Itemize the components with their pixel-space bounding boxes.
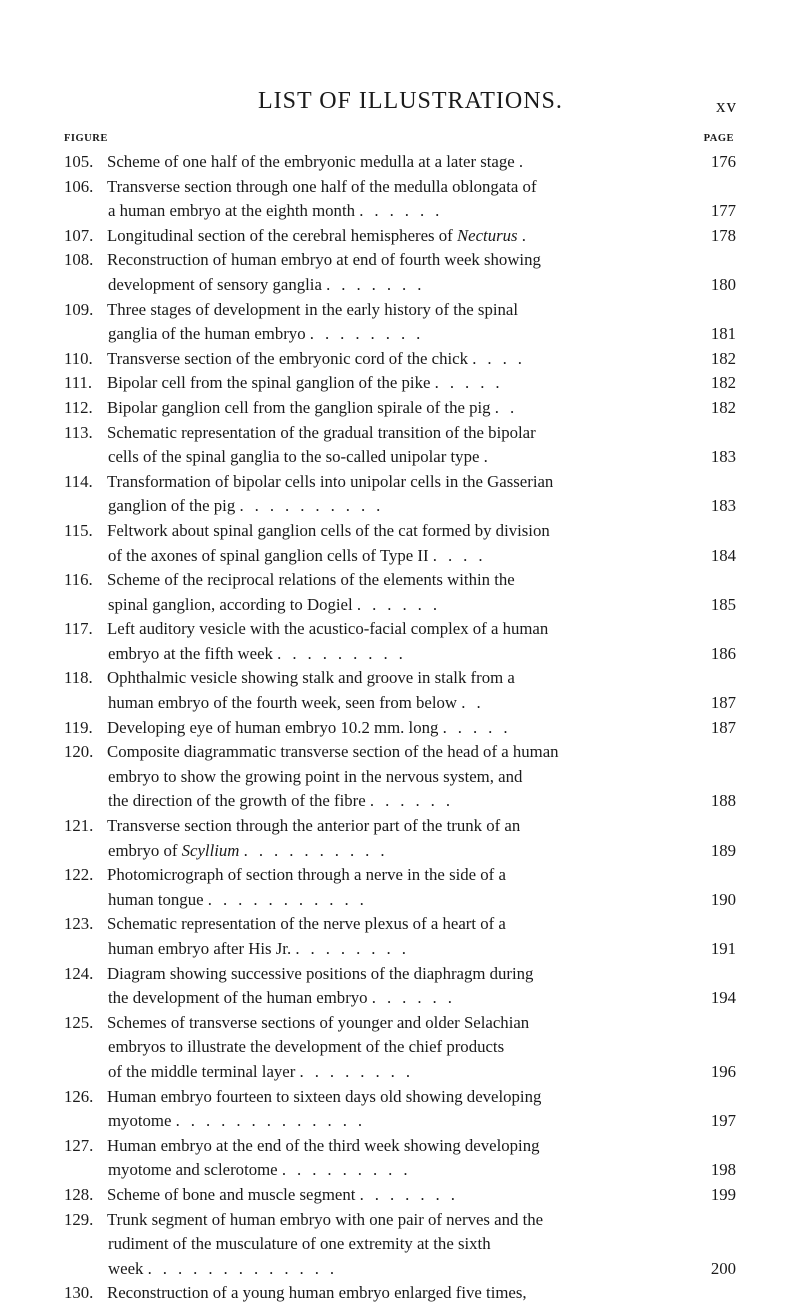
dot-leader: . . . . . . bbox=[371, 988, 456, 1008]
caption-line bbox=[107, 519, 698, 544]
list-item bbox=[64, 617, 736, 666]
page-number: 187 bbox=[710, 693, 736, 713]
page-number: 200 bbox=[710, 1258, 736, 1278]
figure-number: 118. bbox=[64, 668, 93, 688]
caption-text: Composite diagrammatic transverse section of the head of a human bbox=[107, 742, 559, 762]
list-item bbox=[64, 1134, 736, 1183]
page-number: 191 bbox=[710, 939, 736, 958]
caption-text: of the middle terminal layer bbox=[108, 1061, 296, 1081]
list-item bbox=[64, 396, 736, 421]
dot-leader: . . . . . bbox=[434, 373, 503, 393]
column-headings bbox=[0, 133, 800, 149]
list-item bbox=[64, 1085, 736, 1134]
page-number: 182 bbox=[710, 348, 736, 368]
header-page-numeral: xv bbox=[716, 96, 737, 117]
caption-line bbox=[107, 544, 736, 569]
caption-text: Bipolar ganglion cell from the ganglion spirale of the pig bbox=[107, 397, 491, 417]
page-number: 190 bbox=[710, 889, 736, 909]
caption-text: Human embryo fourteen to sixteen days old showing developing bbox=[107, 1086, 542, 1106]
caption-text: Developing eye of human embryo 10.2 mm. long bbox=[107, 717, 439, 737]
caption-line bbox=[107, 322, 736, 347]
caption-line bbox=[107, 814, 698, 839]
caption-text: Three stages of development in the early history of the spinal bbox=[107, 299, 519, 319]
caption-line bbox=[107, 1232, 698, 1257]
caption-text: Scheme of bone and muscle segment bbox=[107, 1184, 356, 1204]
dot-leader: . . . . . . . . . bbox=[277, 643, 407, 663]
figure-number: 110. bbox=[64, 348, 93, 368]
dot-leader: . . . . . . . . . bbox=[281, 1160, 411, 1180]
list-item bbox=[64, 1011, 736, 1085]
figure-number: 107. bbox=[64, 225, 94, 245]
caption-line bbox=[107, 371, 736, 396]
page-number: 177 bbox=[710, 201, 736, 221]
caption-line bbox=[107, 666, 698, 691]
caption-line bbox=[107, 150, 736, 175]
caption-text: Schemes of transverse sections of younger and older Selachian bbox=[107, 1012, 530, 1032]
caption-text: Bipolar cell from the spinal ganglion of the pike bbox=[107, 373, 431, 393]
figure-number: 121. bbox=[64, 816, 94, 836]
figure-column-heading: FIGURE bbox=[64, 133, 108, 144]
list-item bbox=[64, 568, 736, 617]
list-item bbox=[64, 740, 736, 814]
italic-name: Necturus bbox=[456, 225, 518, 245]
caption-line bbox=[107, 937, 736, 962]
caption-line bbox=[107, 1208, 698, 1233]
caption-line bbox=[107, 1109, 736, 1134]
illustrations-list bbox=[64, 150, 736, 1306]
figure-number: 127. bbox=[64, 1135, 94, 1155]
caption-text: ganglia of the human embryo bbox=[108, 324, 306, 344]
dot-leader: . . . . . . . . . . . . . bbox=[175, 1111, 366, 1131]
list-item bbox=[64, 1183, 736, 1208]
caption-line bbox=[107, 1183, 736, 1208]
running-header bbox=[0, 88, 800, 118]
page-number: 178 bbox=[710, 225, 736, 245]
dot-leader: . . bbox=[461, 693, 485, 713]
caption-text: Trunk segment of human embryo with one pair of nerves and the bbox=[107, 1209, 544, 1229]
page-column-heading: PAGE bbox=[703, 133, 734, 144]
figure-number: 120. bbox=[64, 742, 94, 762]
caption-line bbox=[107, 1085, 698, 1110]
page-number: 183 bbox=[710, 496, 736, 516]
dot-leader: . . . . bbox=[432, 545, 486, 565]
caption-line bbox=[107, 445, 736, 470]
caption-line bbox=[107, 568, 698, 593]
figure-number: 117. bbox=[64, 619, 93, 639]
figure-number: 128. bbox=[64, 1184, 94, 1204]
caption-line bbox=[107, 199, 736, 224]
dot-leader: . . . . . bbox=[442, 717, 511, 737]
dot-leader: . . . . . . . bbox=[359, 1184, 459, 1204]
dot-leader: . . . . . . . . bbox=[295, 939, 410, 958]
figure-number: 109. bbox=[64, 299, 94, 319]
figure-number: 112. bbox=[64, 397, 93, 417]
caption-line bbox=[107, 593, 736, 618]
caption-line bbox=[107, 1011, 698, 1036]
page-number: 180 bbox=[710, 274, 736, 294]
caption-line bbox=[107, 1060, 736, 1085]
caption-text: Transverse section through one half of the medulla oblongata of bbox=[107, 176, 537, 196]
list-item bbox=[64, 912, 736, 961]
figure-number: 115. bbox=[64, 520, 93, 540]
caption-text: Scheme of one half of the embryonic medulla at a later stage bbox=[107, 152, 515, 171]
page-number: 182 bbox=[710, 397, 736, 417]
list-item bbox=[64, 347, 736, 372]
dot-leader: . bbox=[483, 447, 492, 467]
caption-text: embryo at the fifth week bbox=[108, 643, 273, 663]
page-number: 188 bbox=[710, 791, 736, 811]
dot-leader: . . . . bbox=[472, 348, 526, 368]
figure-number: 129. bbox=[64, 1209, 94, 1229]
caption-line bbox=[107, 888, 736, 913]
figure-number: 111. bbox=[64, 373, 93, 393]
caption-line bbox=[107, 1035, 698, 1060]
caption-line bbox=[107, 224, 736, 249]
figure-number: 105. bbox=[64, 152, 94, 171]
caption-line bbox=[107, 986, 736, 1011]
list-item bbox=[64, 150, 736, 175]
caption-text: Ophthalmic vesicle showing stalk and groove in stalk from a bbox=[107, 668, 515, 688]
list-item bbox=[64, 421, 736, 470]
figure-number: 114. bbox=[64, 471, 93, 491]
caption-text: embryo to show the growing point in the nervous system, and bbox=[108, 766, 523, 786]
caption-line bbox=[107, 691, 736, 716]
dot-leader: . . . . . . . . bbox=[299, 1061, 414, 1081]
caption-line bbox=[107, 642, 736, 667]
figure-number: 106. bbox=[64, 176, 94, 196]
figure-number: 126. bbox=[64, 1086, 94, 1106]
caption-line bbox=[107, 617, 698, 642]
caption-line bbox=[107, 298, 698, 323]
caption-text: Schematic representation of the nerve plexus of a heart of a bbox=[107, 914, 506, 934]
list-item bbox=[64, 962, 736, 1011]
caption-text: human tongue bbox=[108, 889, 204, 909]
page-number: 183 bbox=[710, 447, 736, 467]
caption-line bbox=[107, 421, 698, 446]
page-number: 187 bbox=[710, 717, 736, 737]
caption-text: embryos to illustrate the development of the chief products bbox=[108, 1037, 505, 1057]
caption-line bbox=[107, 863, 698, 888]
caption-line bbox=[107, 1134, 698, 1159]
caption-line bbox=[107, 912, 698, 937]
page-number: 186 bbox=[710, 643, 736, 663]
caption-line bbox=[107, 1158, 736, 1183]
list-item bbox=[64, 470, 736, 519]
caption-line bbox=[107, 175, 698, 200]
list-item bbox=[64, 371, 736, 396]
caption-text: rudiment of the musculature of one extremity at the sixth bbox=[108, 1234, 491, 1254]
list-item bbox=[64, 1281, 736, 1306]
dot-leader: . . . . . . . bbox=[326, 274, 425, 294]
page-number: 182 bbox=[710, 373, 736, 393]
dot-leader: . . . . . . . . bbox=[309, 324, 424, 344]
dot-leader: . . . . . . bbox=[369, 791, 454, 811]
caption-text: Longitudinal section of the cerebral hemispheres of bbox=[107, 225, 453, 245]
caption-line bbox=[107, 962, 698, 987]
caption-text: human embryo of the fourth week, seen from below bbox=[108, 693, 458, 713]
caption-line bbox=[107, 1257, 736, 1282]
caption-text: Transverse section of the embryonic cord of the chick bbox=[107, 348, 469, 368]
caption-text: myotome and sclerotome bbox=[108, 1160, 278, 1180]
caption-text: Reconstruction of a young human embryo enlarged five times, bbox=[107, 1283, 527, 1303]
caption-text: Photomicrograph of section through a nerve in the side of a bbox=[107, 865, 506, 885]
italic-name: Scyllium bbox=[181, 840, 240, 860]
figure-number: 116. bbox=[64, 570, 93, 590]
caption-text: spinal ganglion, according to Dogiel bbox=[108, 594, 353, 614]
list-item bbox=[64, 298, 736, 347]
caption-text: the development of the human embryo bbox=[108, 988, 368, 1008]
dot-leader: . . . . . . . . . . . bbox=[207, 889, 368, 909]
header-title: LIST OF ILLUSTRATIONS. bbox=[258, 88, 563, 114]
caption-text: Schematic representation of the gradual transition of the bipolar bbox=[107, 422, 536, 442]
caption-line bbox=[107, 347, 736, 372]
caption-line bbox=[107, 470, 698, 495]
caption-text: Diagram showing successive positions of the diaphragm during bbox=[107, 963, 534, 983]
list-item bbox=[64, 716, 736, 741]
dot-leader: . . bbox=[494, 397, 518, 417]
page-number: 176 bbox=[710, 152, 736, 171]
caption-text: Transformation of bipolar cells into unipolar cells in the Gasserian bbox=[107, 471, 554, 491]
page-number: 189 bbox=[710, 840, 736, 860]
caption-text: Left auditory vesicle with the acustico-facial complex of a human bbox=[107, 619, 549, 639]
caption-text: Scheme of the reciprocal relations of the elements within the bbox=[107, 570, 515, 590]
dot-leader: . bbox=[521, 225, 530, 245]
caption-text: Feltwork about spinal ganglion cells of the cat formed by division bbox=[107, 520, 550, 540]
list-item bbox=[64, 1208, 736, 1282]
caption-text: Reconstruction of human embryo at end of fourth week showing bbox=[107, 250, 541, 270]
caption-line bbox=[107, 273, 736, 298]
caption-line bbox=[107, 1281, 698, 1306]
caption-text: Human embryo at the end of the third week showing developing bbox=[107, 1135, 540, 1155]
figure-number: 130. bbox=[64, 1283, 94, 1303]
figure-number: 125. bbox=[64, 1012, 94, 1032]
list-item bbox=[64, 248, 736, 297]
caption-text: human embryo after His Jr. bbox=[108, 939, 292, 958]
list-item bbox=[64, 224, 736, 249]
dot-leader: . . . . . . bbox=[359, 201, 443, 221]
caption-line bbox=[107, 494, 736, 519]
page-number: 185 bbox=[710, 594, 736, 614]
list-item bbox=[64, 814, 736, 863]
caption-text: the direction of the growth of the fibre bbox=[108, 791, 366, 811]
figure-number: 124. bbox=[64, 963, 94, 983]
page-number: 197 bbox=[710, 1111, 736, 1131]
dot-leader: . . . . . . . . . . . . . bbox=[147, 1258, 338, 1278]
figure-number: 108. bbox=[64, 250, 94, 270]
caption-line bbox=[107, 396, 736, 421]
page-number: 194 bbox=[710, 988, 736, 1008]
page-number: 181 bbox=[710, 324, 736, 344]
page-number: 196 bbox=[710, 1061, 736, 1081]
caption-line bbox=[107, 740, 698, 765]
figure-number: 119. bbox=[64, 717, 93, 737]
page-number: 198 bbox=[710, 1160, 736, 1180]
caption-text: ganglion of the pig bbox=[108, 496, 236, 516]
list-item bbox=[64, 175, 736, 224]
caption-line bbox=[107, 789, 736, 814]
figure-number: 113. bbox=[64, 422, 93, 442]
caption-text: Transverse section through the anterior part of the trunk of an bbox=[107, 816, 521, 836]
caption-text: embryo of bbox=[108, 840, 178, 860]
page-number: 184 bbox=[710, 545, 736, 565]
caption-line bbox=[107, 248, 698, 273]
caption-text: a human embryo at the eighth month bbox=[108, 201, 355, 221]
caption-text: of the axones of spinal ganglion cells of Type II bbox=[108, 545, 429, 565]
caption-line bbox=[107, 839, 736, 864]
caption-text: cells of the spinal ganglia to the so-called unipolar type bbox=[108, 447, 480, 467]
list-item bbox=[64, 519, 736, 568]
dot-leader: . . . . . . . . . . bbox=[243, 840, 388, 860]
figure-number: 122. bbox=[64, 865, 94, 885]
dot-leader: . . . . . . . . . . bbox=[239, 496, 384, 516]
figure-number: 123. bbox=[64, 914, 94, 934]
caption-text: week bbox=[108, 1258, 144, 1278]
page-number: 199 bbox=[710, 1184, 736, 1204]
caption-line bbox=[107, 716, 736, 741]
list-item bbox=[64, 863, 736, 912]
caption-line bbox=[107, 765, 698, 790]
dot-leader: . bbox=[518, 152, 527, 171]
list-item bbox=[64, 666, 736, 715]
dot-leader: . . . . . . bbox=[356, 594, 441, 614]
caption-text: development of sensory ganglia bbox=[108, 274, 322, 294]
caption-text: myotome bbox=[108, 1111, 172, 1131]
